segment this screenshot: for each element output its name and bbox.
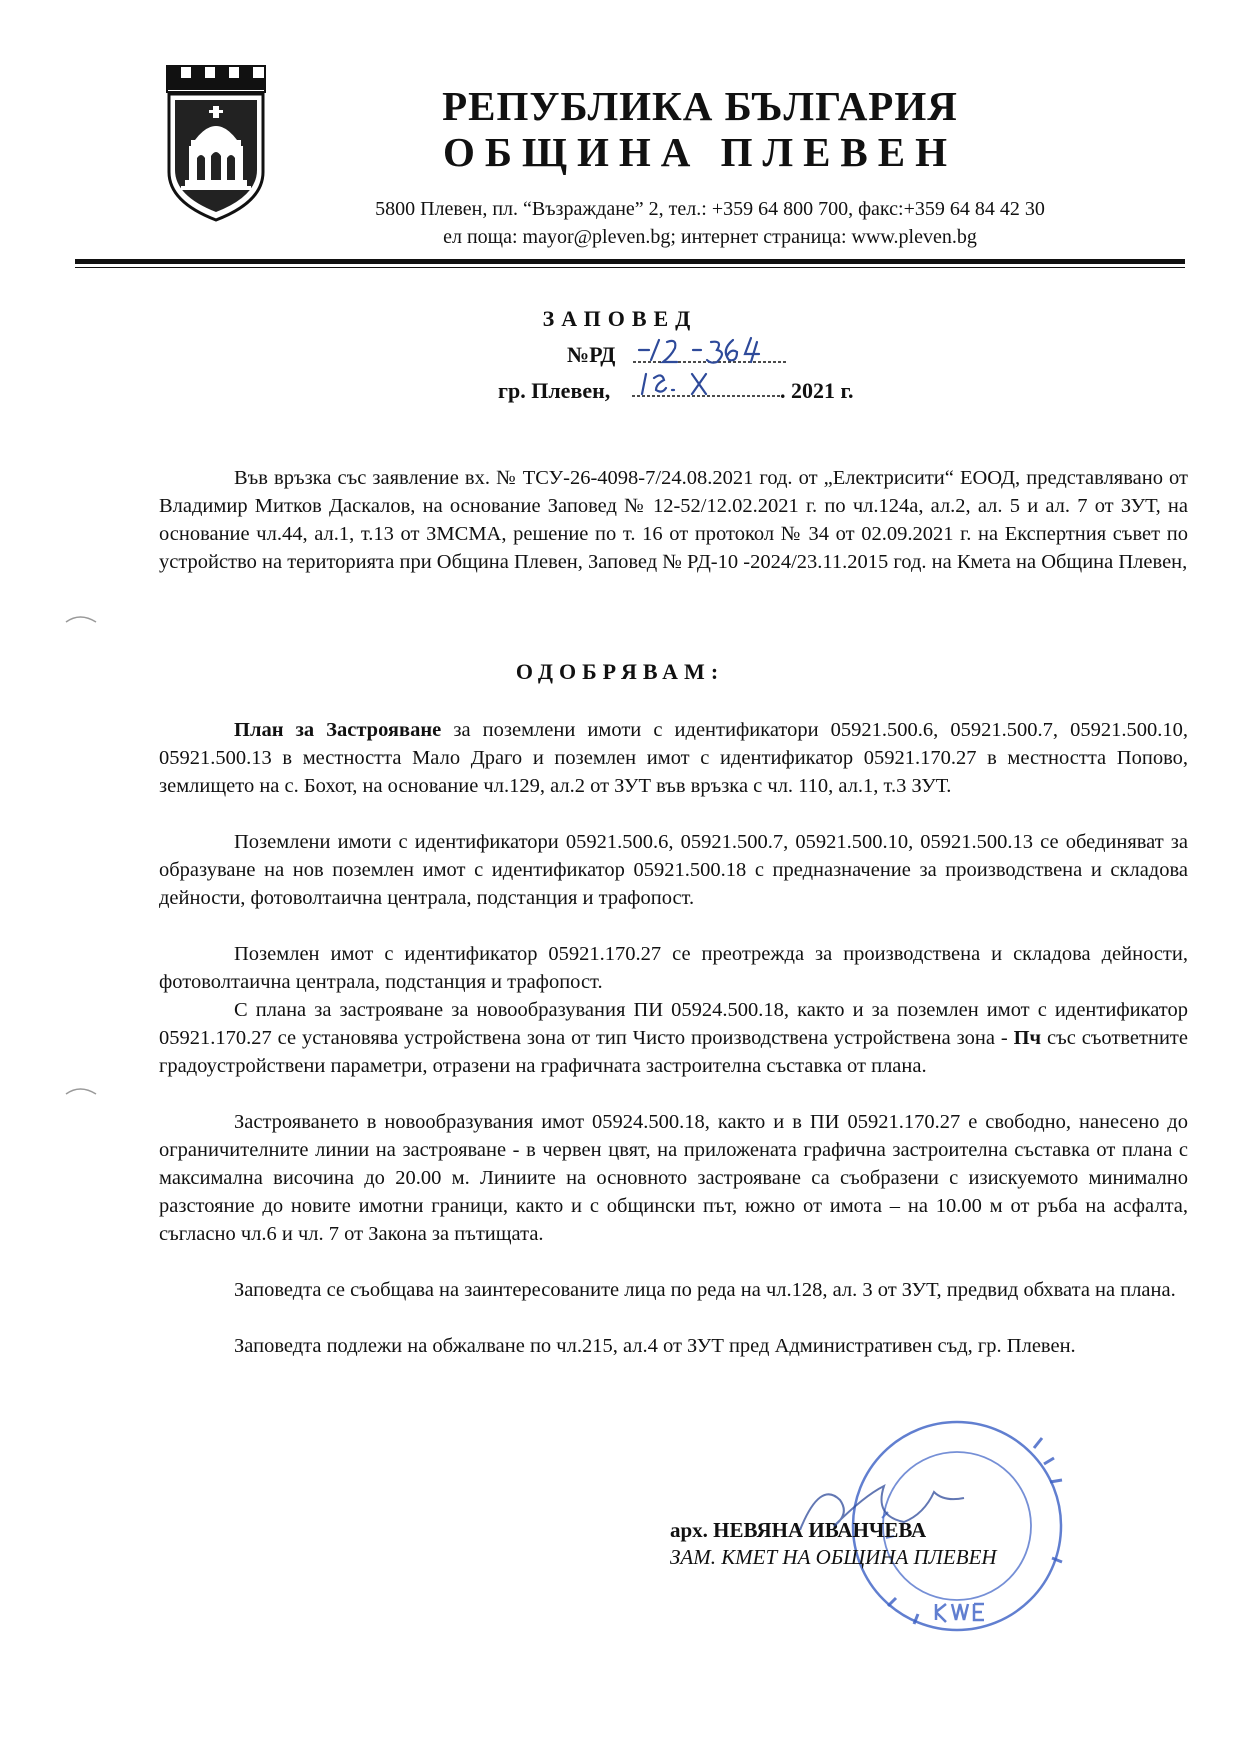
margin-mark-icon: [62, 1082, 102, 1116]
signatory-title: ЗАМ. КМЕТ НА ОБЩИНА ПЛЕВЕН: [670, 1545, 997, 1569]
order-number-handwritten: [633, 334, 788, 366]
paragraph-notification: Заповедта се съобщава на заинтересованите лица по реда на чл.128, ал. 3 от ЗУТ, предвид обхвата на плана.: [234, 1279, 1176, 1301]
paragraph-building: Застрояването в новообразувания имот 05924.500.18, както и в ПИ 05921.170.27 е свободно, нанесено до ограничителните линии на застрояване - в червен цвят, на приложената графична застроителна съставка от плана с максимална височина до 20.00 м. Линиите на основното застрояване са съобразени с изискуемото минимално разстояние до новите имотни граници, както и с общински път, южно от имота – на 10.00 м от ръба на асфалта, съгласно чл.6 и чл. 7 от Закона за пътищата.: [159, 1111, 1188, 1245]
header-divider-thick: [75, 259, 1185, 264]
plan-title-bold: План за Застрояване: [234, 719, 442, 741]
order-city-prefix: гр. Плевен,: [498, 378, 611, 403]
header-country: РЕПУБЛИКА БЪЛГАРИЯ: [442, 83, 958, 129]
header-address: 5800 Плевен, пл. “Възраждане” 2, тел.: +359 64 800 700, факс:+359 64 84 42 30: [375, 198, 1045, 220]
header-divider-thin: [75, 267, 1185, 268]
paragraph-merge: Поземлени имоти с идентификатори 05921.500.6, 05921.500.7, 05921.500.10, 05921.500.13 се обединяват за образуване на нов поземлен имот с идентификатор 05921.500.18 с предназначение за производствена и складова дейности, фотоволтаична централа, подстанция и трафопост.: [159, 831, 1188, 909]
handwritten-signature-icon: [790, 1470, 980, 1550]
zone-text-b: със съответните градоустройствени параметри, отразени на графичната застроителна съставка от плана.: [159, 1027, 1188, 1077]
header-contacts: ел поща: mayor@pleven.bg; интернет страница: www.pleven.bg: [443, 226, 977, 248]
zone-text-a: С плана за застрояване за новообразувания ПИ 05924.500.18, както и за поземлен имот с идентификатор 05921.170.27 се установява устройствена зона от тип Чисто производствена устройствена зона -: [159, 999, 1188, 1049]
paragraph-reassign: Поземлен имот с идентификатор 05921.170.27 се преотрежда за производствена и складова дейности, фотоволтаична централа, подстанция и трафопост.: [159, 943, 1188, 993]
paragraph-appeal: Заповедта подлежи на обжалване по чл.215, ал.4 от ЗУТ пред Административен съд, гр. Плевен.: [234, 1335, 1076, 1357]
margin-mark-icon: [62, 610, 102, 644]
order-number-prefix: №РД: [567, 342, 616, 367]
paragraph-zone: [159, 996, 1188, 1080]
order-date-handwritten: [632, 368, 782, 400]
order-year: . 2021 г.: [780, 378, 854, 403]
header-municipality: ОБЩИНА ПЛЕВЕН: [442, 129, 958, 175]
order-title: ЗАПОВЕД: [542, 306, 698, 331]
approve-heading: ОДОБРЯВАМ:: [515, 659, 725, 684]
zone-code: Пч: [1013, 1027, 1042, 1049]
plan-text: за поземлени имоти с идентификатори 05921.500.6, 05921.500.7, 05921.500.10, 05921.500.13 в местността Мало Драго и поземлен имот с идентификатор 05921.170.27 в местността Попово, землището на с. Бохот, на основание чл.129, ал.2 от ЗУТ във връзка с чл. 110, ал.1, т.3 ЗУТ.: [159, 719, 1188, 797]
paragraph-plan: [159, 716, 1188, 800]
preamble-paragraph: Във връзка със заявление вх. № ТСУ-26-4098-7/24.08.2021 год. от „Електрисити“ ЕООД, представлявано от Владимир Митков Даскалов, на основание Заповед № 12-52/12.02.2021 г. по чл.124а, ал.2, ал. 5 и ал. 7 от ЗУТ, на основание чл.44, ал.1, т.13 от ЗМСМА, решение по т. 16 от протокол № 34 от 02.09.2021 г. на Експертния съвет по устройство на територията при Община Плевен, Заповед № РД-10 -2024/23.11.2015 год. на Кмета на Община Плевен,: [159, 467, 1188, 573]
signatory-name: арх. НЕВЯНА ИВАНЧЕВА: [670, 1518, 927, 1542]
